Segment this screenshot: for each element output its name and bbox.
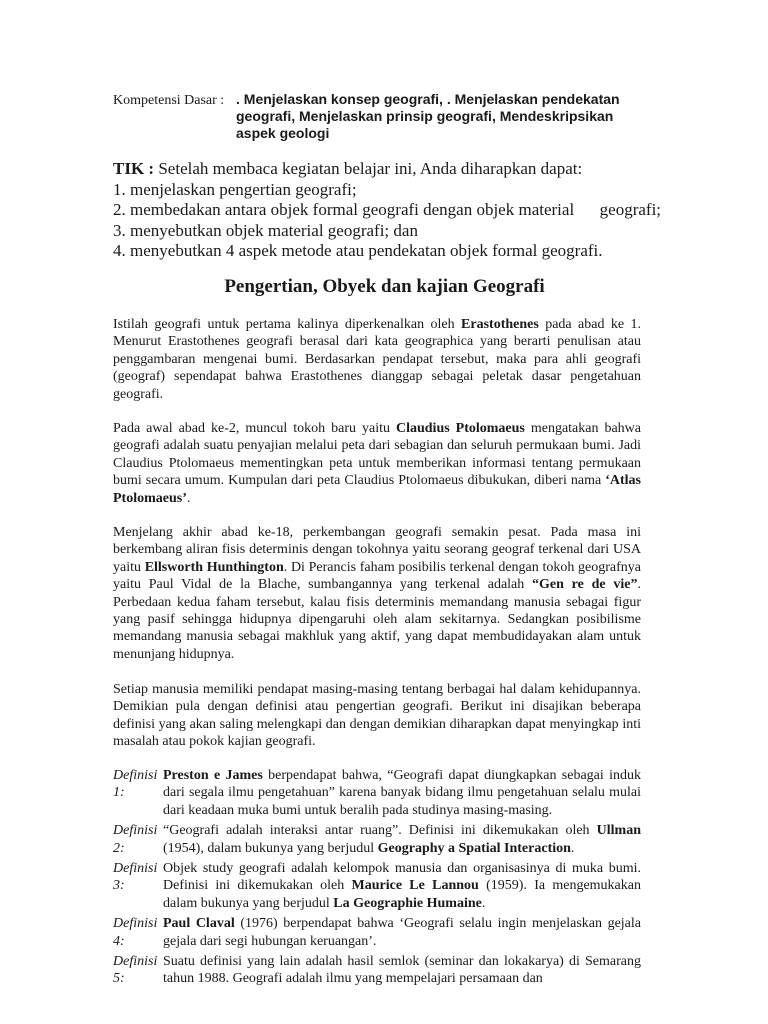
text-run: berpendapat bahwa, “Geografi dapat diungkapkan sebagai induk dari segala ilmu pengetahuan” karena banyak bidang ilmu pengetahuan selalu mulai dari keadaan muka bumi untuk beralih pada studinya masing-masing. [163, 768, 641, 818]
bold-text: Preston e James [163, 768, 263, 783]
text-run: “Geografi adalah interaksi antar ruang”. Definisi ini dikemukakan oleh [163, 823, 597, 839]
tik-item-4: 4. menyebutkan 4 aspek metode atau pendekatan objek formal geografi. [113, 241, 603, 261]
paragraph-3 [113, 524, 641, 663]
bold-text: Ellsworth Hunthington [144, 559, 284, 575]
definition-text [163, 822, 641, 857]
bold-text: “Gen re de vie” [532, 577, 638, 593]
bold-text: Erastothenes [461, 317, 539, 332]
kompetensi-dasar [113, 91, 656, 142]
tik-intro-line [113, 159, 673, 180]
bold-text: La Geographie Humaine [333, 895, 482, 911]
definition-label: Definisi 4: [113, 916, 158, 949]
text-run: (1954), dalam bukunya yang berjudul [163, 840, 378, 856]
text-run: . [481, 895, 486, 911]
kompetensi-label: Kompetensi Dasar : [113, 93, 225, 108]
bold-text: ‘Atlas Ptolomaeus’ [113, 473, 641, 506]
bold-text: Maurice Le Lannou [351, 878, 479, 894]
paragraph-4 [113, 681, 641, 751]
text-run: Setiap manusia memiliki pendapat masing-masing tentang berbagai hal dalam kehidupannya. Demikian pula dengan definisi atau pengertian geografi. Berikut ini disajikan beberapa definisi yang akan saling melengkapi dan dengan demikian diharapkan dapat menyingkap inti masalah atau pokok kajian geografi. [113, 682, 641, 750]
text-run: . [186, 490, 191, 506]
bold-text: Paul Claval [163, 916, 235, 932]
tik-item-1: 1. menjelaskan pengertian geografi; [113, 179, 357, 199]
definition-item [113, 915, 641, 950]
text-run: Pada awal abad ke-2, muncul tokoh baru yaitu [113, 421, 396, 436]
text-run: (1976) berpendapat bahwa ‘Geografi selalu ingin menjelaskan gejala gejala dari segi hubungan keruangan’. [163, 916, 641, 949]
definition-label: Definisi 5: [113, 954, 158, 987]
text-run: pada abad ke 1. Menurut Erastothenes geografi berasal dari kata geographica yang berarti penulisan atau penggambaran mengenai bumi. Berdasarkan pendapat tersebut, maka para ahli geografi (geograf) sependapat bahwa Erastothenes dianggap sebagai peletak dasar pengetahuan geografi. [113, 317, 641, 402]
text-run: (1959). Ia mengemukakan dalam bukunya yang berjudul [163, 878, 641, 911]
definition-text [163, 953, 641, 988]
text-run: . Di Perancis faham posibilis terkenal dengan tokoh geografnya yaitu Paul Vidal de la Blache, sumbangannya yang terkenal adalah [113, 559, 641, 593]
tik-item-2: 2. membedakan antara objek formal geografi dengan objek material geografi; [113, 200, 662, 220]
definition-label: Definisi 1: [113, 768, 158, 801]
text-run: Istilah geografi untuk pertama kalinya diperkenalkan oleh [113, 317, 462, 332]
definition-item [113, 822, 641, 857]
text-run: Objek study geografi adalah kelompok manusia dan organisasinya di muka bumi. Definisi ini dikemukakan oleh [163, 861, 641, 894]
text-run: . Perbedaan kedua faham tersebut, kalau fisis determinis memandang manusia sebagai figur yang pasif sehingga hidupnya dipengaruhi oleh alam sekitarnya. Sedangkan posibilisme memandang manusia sebagai makhluk yang aktif, yang dapat membudidayakan alam untuk menunjang hidupnya. [113, 577, 641, 662]
bold-text: Claudius Ptolomaeus [395, 421, 525, 436]
text-run: . [570, 840, 575, 856]
tik-label: TIK : [113, 159, 155, 178]
definition-list [113, 767, 641, 991]
tik-item-3: 3. menyebutkan objek material geografi; dan [113, 220, 418, 240]
text-run: Suatu definisi yang lain adalah hasil semlok (seminar dan lokakarya) di Semarang tahun 1988. Geografi adalah ilmu yang mempelajari persamaan dan [163, 954, 641, 987]
bold-text: Geography a Spatial Interaction [377, 840, 571, 856]
paragraph-1 [113, 316, 641, 403]
definition-item [113, 767, 641, 819]
definition-item [113, 953, 641, 988]
bold-text: Ullman [596, 823, 641, 839]
definition-label: Definisi 3: [113, 861, 158, 894]
section-title: Pengertian, Obyek dan kajian Geografi [224, 276, 545, 297]
definition-text [163, 767, 641, 819]
text-run: Menjelang akhir abad ke-18, perkembangan geografi semakin pesat. Pada masa ini berkembang aliran fisis determinis dengan tokohnya yaitu seorang geograf terkenal dari USA yaitu [113, 525, 641, 575]
definition-label: Definisi 2: [113, 823, 158, 856]
tik-section [113, 159, 673, 262]
paragraph-2 [113, 420, 641, 507]
definition-text [163, 915, 641, 950]
tik-intro: Setelah membaca kegiatan belajar ini, Anda diharapkan dapat: [154, 159, 583, 178]
text-run: mengatakan bahwa geografi adalah suatu penyajian melalui peta dari sebagian dan seluruh permukaan bumi. Jadi Claudius Ptolomaeus mementingkan peta untuk memberikan informasi tentang permukaan bumi secara umum. Kumpulan dari peta Claudius Ptolomaeus dibukukan, diberi nama [113, 421, 641, 489]
kompetensi-text: . Menjelaskan konsep geografi, . Menjelaskan pendekatan geografi, Menjelaskan prinsip geografi, Mendeskripsikan aspek geologi [236, 91, 620, 141]
definition-item [113, 860, 641, 912]
definition-text [163, 860, 641, 912]
